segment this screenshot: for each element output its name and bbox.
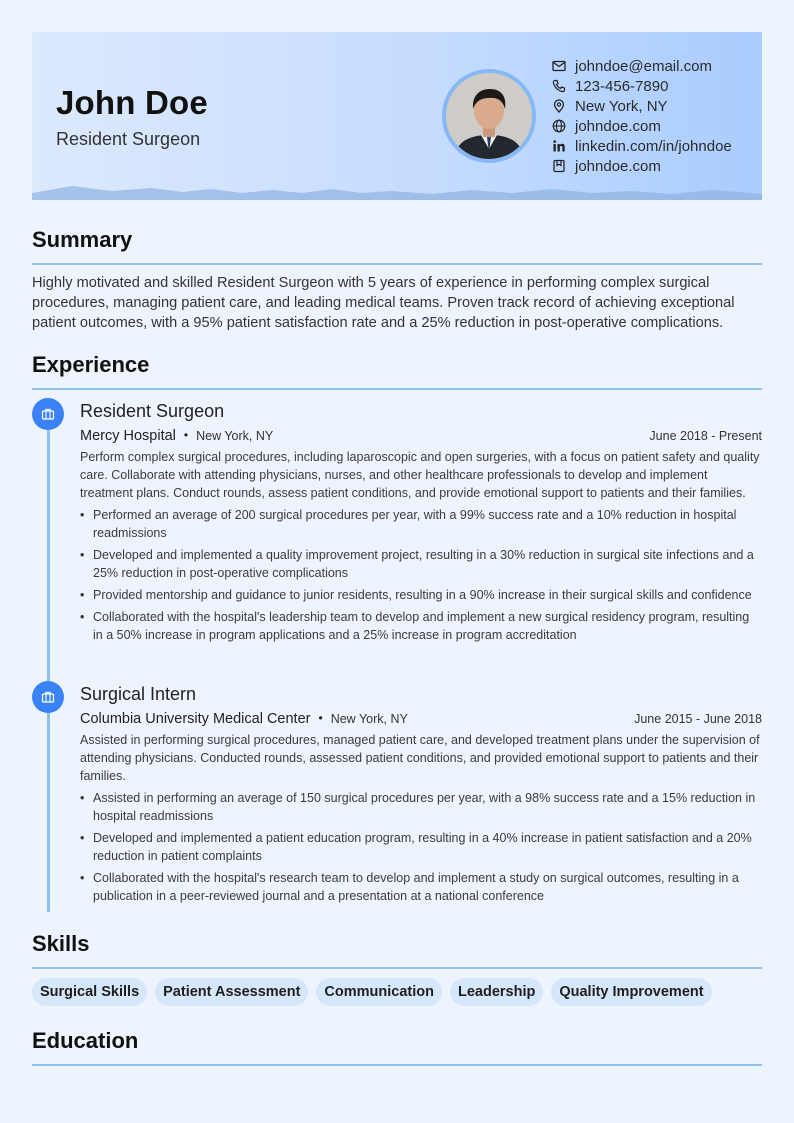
job-dates: June 2018 - Present bbox=[649, 429, 762, 443]
achievement-item: • Provided mentorship and guidance to junior residents, resulting in a 90% increase in their surgical skills and confidence bbox=[80, 586, 762, 604]
job-1-marker bbox=[32, 398, 64, 430]
achievement-item: • Collaborated with the hospital's leadership team to develop and implement a new surgical residency program, resulting in a 50% increase in program applications and a 25% increase in program accreditation bbox=[80, 608, 762, 644]
job-location: New York, NY bbox=[196, 429, 274, 443]
person-portrait-icon bbox=[446, 73, 532, 159]
experience-timeline bbox=[47, 405, 50, 912]
job-achievements bbox=[80, 506, 762, 644]
contact-list bbox=[552, 56, 732, 176]
skills-list bbox=[32, 978, 720, 1006]
contact-location bbox=[552, 96, 732, 116]
achievement-item: • Performed an average of 200 surgical procedures per year, with a 99% success rate and a 10% reduction in hospital readmissions bbox=[80, 506, 762, 542]
summary-text: Highly motivated and skilled Resident Surgeon with 5 years of experience in performing complex surgical procedures, managing patient care, and leading medical teams. Proven track record of achieving exceptional patient outcomes, with a 95% patient satisfaction rate and a 25% reduction in post-operative complications. bbox=[32, 275, 735, 331]
experience-heading: Experience bbox=[32, 352, 150, 377]
linkedin-icon bbox=[552, 139, 566, 153]
contact-linkedin[interactable] bbox=[552, 136, 732, 156]
profile-photo bbox=[442, 69, 536, 163]
job-company: Mercy Hospital bbox=[80, 428, 176, 444]
skill-chip: Quality Improvement bbox=[551, 978, 711, 1006]
job-meta bbox=[80, 708, 762, 730]
job-entry bbox=[80, 681, 762, 909]
header-wave-decoration bbox=[32, 184, 762, 200]
achievement-item: • Developed and implemented a patient education program, resulting in a 40% increase in patient satisfaction and a 20% reduction in patient complaints bbox=[80, 829, 762, 865]
meta-separator: • bbox=[183, 428, 189, 442]
skill-chip: Patient Assessment bbox=[155, 978, 308, 1006]
contact-website-text: johndoe.com bbox=[575, 117, 661, 135]
job-entry bbox=[80, 398, 762, 648]
job-achievements bbox=[80, 789, 762, 905]
job-company: Columbia University Medical Center bbox=[80, 711, 311, 727]
contact-portfolio[interactable] bbox=[552, 156, 732, 176]
job-2-marker bbox=[32, 681, 64, 713]
skill-chip: Communication bbox=[316, 978, 442, 1006]
skills-heading: Skills bbox=[32, 931, 90, 956]
mail-icon bbox=[552, 59, 566, 73]
job-description: Assisted in performing surgical procedures, managed patient care, and developed treatment plans under the supervision of attending physicians. Conducted rounds, assessed patient conditions, and provided emotional support to patients and their families. bbox=[80, 733, 760, 783]
contact-linkedin-text: linkedin.com/in/johndoe bbox=[575, 137, 732, 155]
job-title: Resident Surgeon bbox=[80, 401, 225, 421]
contact-email-text: johndoe@email.com bbox=[575, 57, 712, 75]
summary-heading: Summary bbox=[32, 227, 133, 252]
briefcase-icon bbox=[41, 407, 55, 421]
education-heading: Education bbox=[32, 1028, 139, 1053]
meta-separator: • bbox=[318, 711, 323, 725]
education-divider bbox=[32, 1064, 762, 1066]
contact-website[interactable] bbox=[552, 116, 732, 136]
contact-phone[interactable] bbox=[552, 76, 732, 96]
briefcase-icon bbox=[41, 690, 55, 704]
candidate-name: John Doe bbox=[56, 84, 208, 121]
globe-icon bbox=[552, 119, 566, 133]
job-description: Perform complex surgical procedures, including laparoscopic and open surgeries, with a focus on patient safety and quality care. Collaborate with attending physicians, nurses, and other healthcare professionals to develop and implement treatment plans. Conduct rounds, assess patient conditions, and provide emotional support to patients and their families. bbox=[80, 450, 760, 500]
summary-divider bbox=[32, 263, 762, 265]
phone-icon bbox=[552, 79, 566, 93]
achievement-item: • Assisted in performing an average of 150 surgical procedures per year, with a 98% success rate and a 15% reduction in hospital readmissions bbox=[80, 789, 762, 825]
location-pin-icon bbox=[552, 99, 566, 113]
candidate-role: Resident Surgeon bbox=[56, 129, 201, 149]
contact-phone-text: 123-456-7890 bbox=[575, 77, 669, 95]
achievement-item: • Developed and implemented a quality improvement project, resulting in a 30% reduction in surgical site infections and a 25% reduction in post-operative complications bbox=[80, 546, 762, 582]
contact-location-text: New York, NY bbox=[575, 97, 668, 115]
job-title: Surgical Intern bbox=[80, 684, 197, 704]
bookmark-icon bbox=[552, 159, 566, 173]
job-location: New York, NY bbox=[330, 712, 408, 726]
job-dates: June 2015 - June 2018 bbox=[634, 712, 762, 726]
job-meta bbox=[80, 425, 762, 447]
skill-chip: Surgical Skills bbox=[32, 978, 147, 1006]
contact-email[interactable] bbox=[552, 56, 732, 76]
contact-portfolio-text: johndoe.com bbox=[575, 157, 661, 175]
resume-header bbox=[32, 32, 762, 200]
experience-divider bbox=[32, 388, 762, 390]
achievement-item: • Collaborated with the hospital's research team to develop and implement a study on surgical outcomes, resulting in a publication in a peer-reviewed journal and a presentation at a national conference bbox=[80, 869, 762, 905]
skill-chip: Leadership bbox=[450, 978, 543, 1006]
skills-divider bbox=[32, 967, 762, 969]
